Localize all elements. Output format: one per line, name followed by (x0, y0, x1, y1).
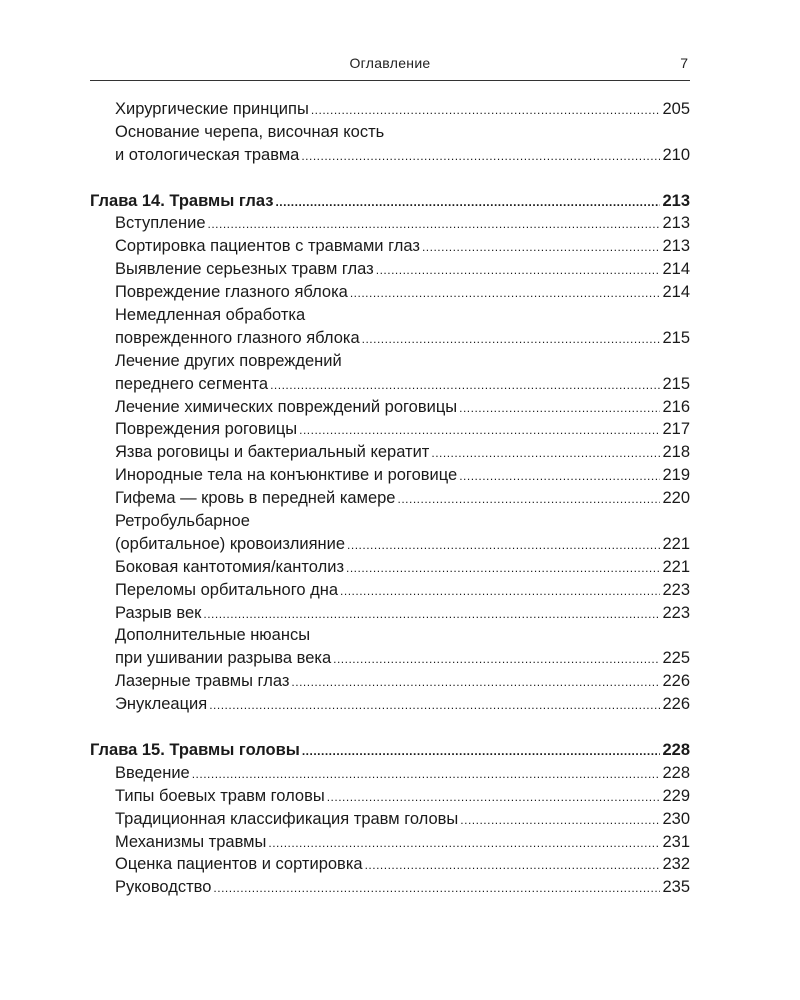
toc-leader-dots (299, 419, 660, 442)
toc-entry (90, 808, 690, 831)
toc-entry (90, 853, 690, 876)
toc-leader-dots (350, 282, 661, 305)
toc-entry-title: Традиционная классификация травм головы (115, 809, 459, 828)
toc-entry-page: 230 (662, 809, 690, 828)
toc-leader-dots (213, 877, 660, 900)
toc-entry-page: 231 (662, 832, 690, 851)
toc-entry (90, 693, 690, 716)
toc-entry-title: Оценка пациентов и сортировка (115, 855, 363, 874)
running-header-title: Оглавление (349, 55, 431, 71)
toc-entry-page: 229 (662, 786, 690, 805)
toc-leader-dots (347, 534, 660, 557)
toc-leader-dots (397, 488, 660, 511)
toc-entry-page: 219 (662, 466, 690, 485)
toc-entry (90, 281, 690, 304)
toc-entry-page: 232 (662, 855, 690, 874)
toc-leader-dots (459, 465, 660, 488)
toc-entry-page: 213 (662, 237, 690, 256)
toc-entry-title: Разрыв век (115, 603, 202, 622)
toc-entry-page: 220 (662, 489, 690, 508)
toc-leader-dots (203, 603, 660, 626)
toc-entry-page: 210 (662, 145, 690, 164)
toc-entry-title-first-line: Лечение других повреждений (115, 351, 342, 370)
toc-entry (90, 327, 690, 350)
toc-entry-page: 226 (662, 672, 690, 691)
toc-leader-dots (275, 191, 660, 214)
toc-entry (90, 144, 690, 167)
toc-entry (90, 556, 690, 579)
toc-entry-page: 218 (662, 443, 690, 462)
toc-entry-page: 205 (662, 100, 690, 118)
toc-leader-dots (459, 397, 660, 420)
toc-entry (90, 396, 690, 419)
toc-entry-title: Лечение химических повреждений роговицы (115, 397, 458, 416)
toc-entry (90, 418, 690, 441)
toc-leader-dots (301, 145, 660, 168)
toc-entry-title: Типы боевых травм головы (115, 786, 325, 805)
toc-entry-title: Механизмы травмы (115, 832, 267, 851)
toc-entry (90, 647, 690, 670)
toc-entry-page: 214 (662, 260, 690, 279)
toc-leader-dots (270, 374, 660, 397)
table-of-contents (90, 98, 690, 899)
toc-entry-page: 221 (662, 534, 690, 553)
toc-leader-dots (192, 763, 661, 786)
toc-entry-page: 215 (662, 328, 690, 347)
toc-leader-dots (208, 213, 661, 236)
toc-leader-dots (431, 442, 660, 465)
toc-entry-title: Инородные тела на конъюнктиве и роговице (115, 466, 458, 485)
toc-entry-title: переднего сегмента (115, 374, 269, 393)
toc-entry (90, 212, 690, 235)
toc-entry (90, 602, 690, 625)
toc-leader-dots (362, 328, 661, 351)
toc-chapter-title: Глава 15. Травмы головы (90, 740, 300, 759)
toc-entry-title: (орбитальное) кровоизлияние (115, 534, 346, 553)
toc-entry-title-first-line: Основание черепа, височная кость (115, 122, 385, 141)
toc-entry-title: Боковая кантотомия/кантолиз (115, 557, 345, 576)
toc-entry (90, 464, 690, 487)
toc-entry-page: 228 (662, 763, 690, 782)
toc-entry (90, 831, 690, 854)
chapter-14-entries (90, 212, 690, 716)
toc-leader-dots (346, 557, 660, 580)
toc-entry (90, 235, 690, 258)
toc-entry-title: при ушивании разрыва века (115, 649, 332, 668)
toc-entry (90, 762, 690, 785)
toc-leader-dots (365, 854, 661, 877)
toc-entry-title: Вступление (115, 214, 206, 233)
toc-leader-dots (291, 671, 660, 694)
toc-entry (90, 579, 690, 602)
toc-entry (90, 441, 690, 464)
toc-entry-title: Повреждение глазного яблока (115, 283, 348, 302)
toc-leader-dots (333, 648, 660, 671)
toc-leader-dots (302, 740, 661, 763)
toc-entry-title-first-line: Ретробульбарное (115, 512, 250, 531)
toc-entry-title-first-line: Дополнительные нюансы (115, 626, 311, 645)
toc-chapter-title: Глава 14. Травмы глаз (90, 191, 274, 210)
toc-entry-title: Руководство (115, 878, 212, 897)
toc-entry (90, 98, 690, 121)
toc-entry-title: Выявление серьезных травм глаз (115, 260, 374, 279)
toc-chapter-page: 213 (662, 191, 690, 210)
toc-entry-title: Энуклеация (115, 695, 208, 714)
toc-entry-page: 223 (662, 603, 690, 622)
toc-entry-title: Повреждения роговицы (115, 420, 298, 439)
toc-entry-page: 221 (662, 557, 690, 576)
toc-entry-page: 223 (662, 580, 690, 599)
toc-entry-title: Гифема — кровь в передней камере (115, 489, 396, 508)
toc-entry-title: Переломы орбитального дна (115, 580, 339, 599)
running-header-page-number: 7 (680, 55, 688, 71)
toc-entry-page: 217 (662, 420, 690, 439)
toc-chapter-page: 228 (662, 740, 690, 759)
chapter-15-entries (90, 762, 690, 899)
toc-entry-page: 225 (662, 649, 690, 668)
toc-chapter-heading (90, 190, 690, 213)
toc-leader-dots (422, 236, 661, 259)
toc-entry-title: Язва роговицы и бактериальный кератит (115, 443, 430, 462)
toc-entry-page: 215 (662, 374, 690, 393)
toc-entry (90, 670, 690, 693)
toc-entry (90, 258, 690, 281)
toc-entry-title: Сортировка пациентов с травмами глаз (115, 237, 420, 256)
toc-leader-dots (340, 580, 660, 603)
toc-leader-dots (268, 832, 660, 855)
toc-chapter-heading (90, 739, 690, 762)
toc-entry-page: 213 (662, 214, 690, 233)
toc-entry-title: Введение (115, 763, 190, 782)
toc-entry-title: поврежденного глазного яблока (115, 328, 360, 347)
toc-entry-page: 235 (662, 878, 690, 897)
toc-entry (90, 533, 690, 556)
toc-entry-title: Хирургические принципы (115, 100, 309, 118)
running-header (90, 52, 690, 81)
toc-entry (90, 785, 690, 808)
toc-entry (90, 487, 690, 510)
toc-entry-title: и отологическая травма (115, 145, 300, 164)
toc-entry (90, 373, 690, 396)
toc-leader-dots (460, 809, 660, 832)
toc-entry-page: 226 (662, 695, 690, 714)
toc-leader-dots (209, 694, 660, 717)
toc-leader-dots (327, 786, 661, 809)
toc-entry-page: 216 (662, 397, 690, 416)
toc-leader-dots (311, 99, 661, 122)
toc-entry-title-first-line: Немедленная обработка (115, 306, 306, 325)
toc-entry-title: Лазерные травмы глаз (115, 672, 290, 691)
toc-entry-page: 214 (662, 283, 690, 302)
toc-leader-dots (376, 259, 661, 282)
toc-entry (90, 876, 690, 899)
